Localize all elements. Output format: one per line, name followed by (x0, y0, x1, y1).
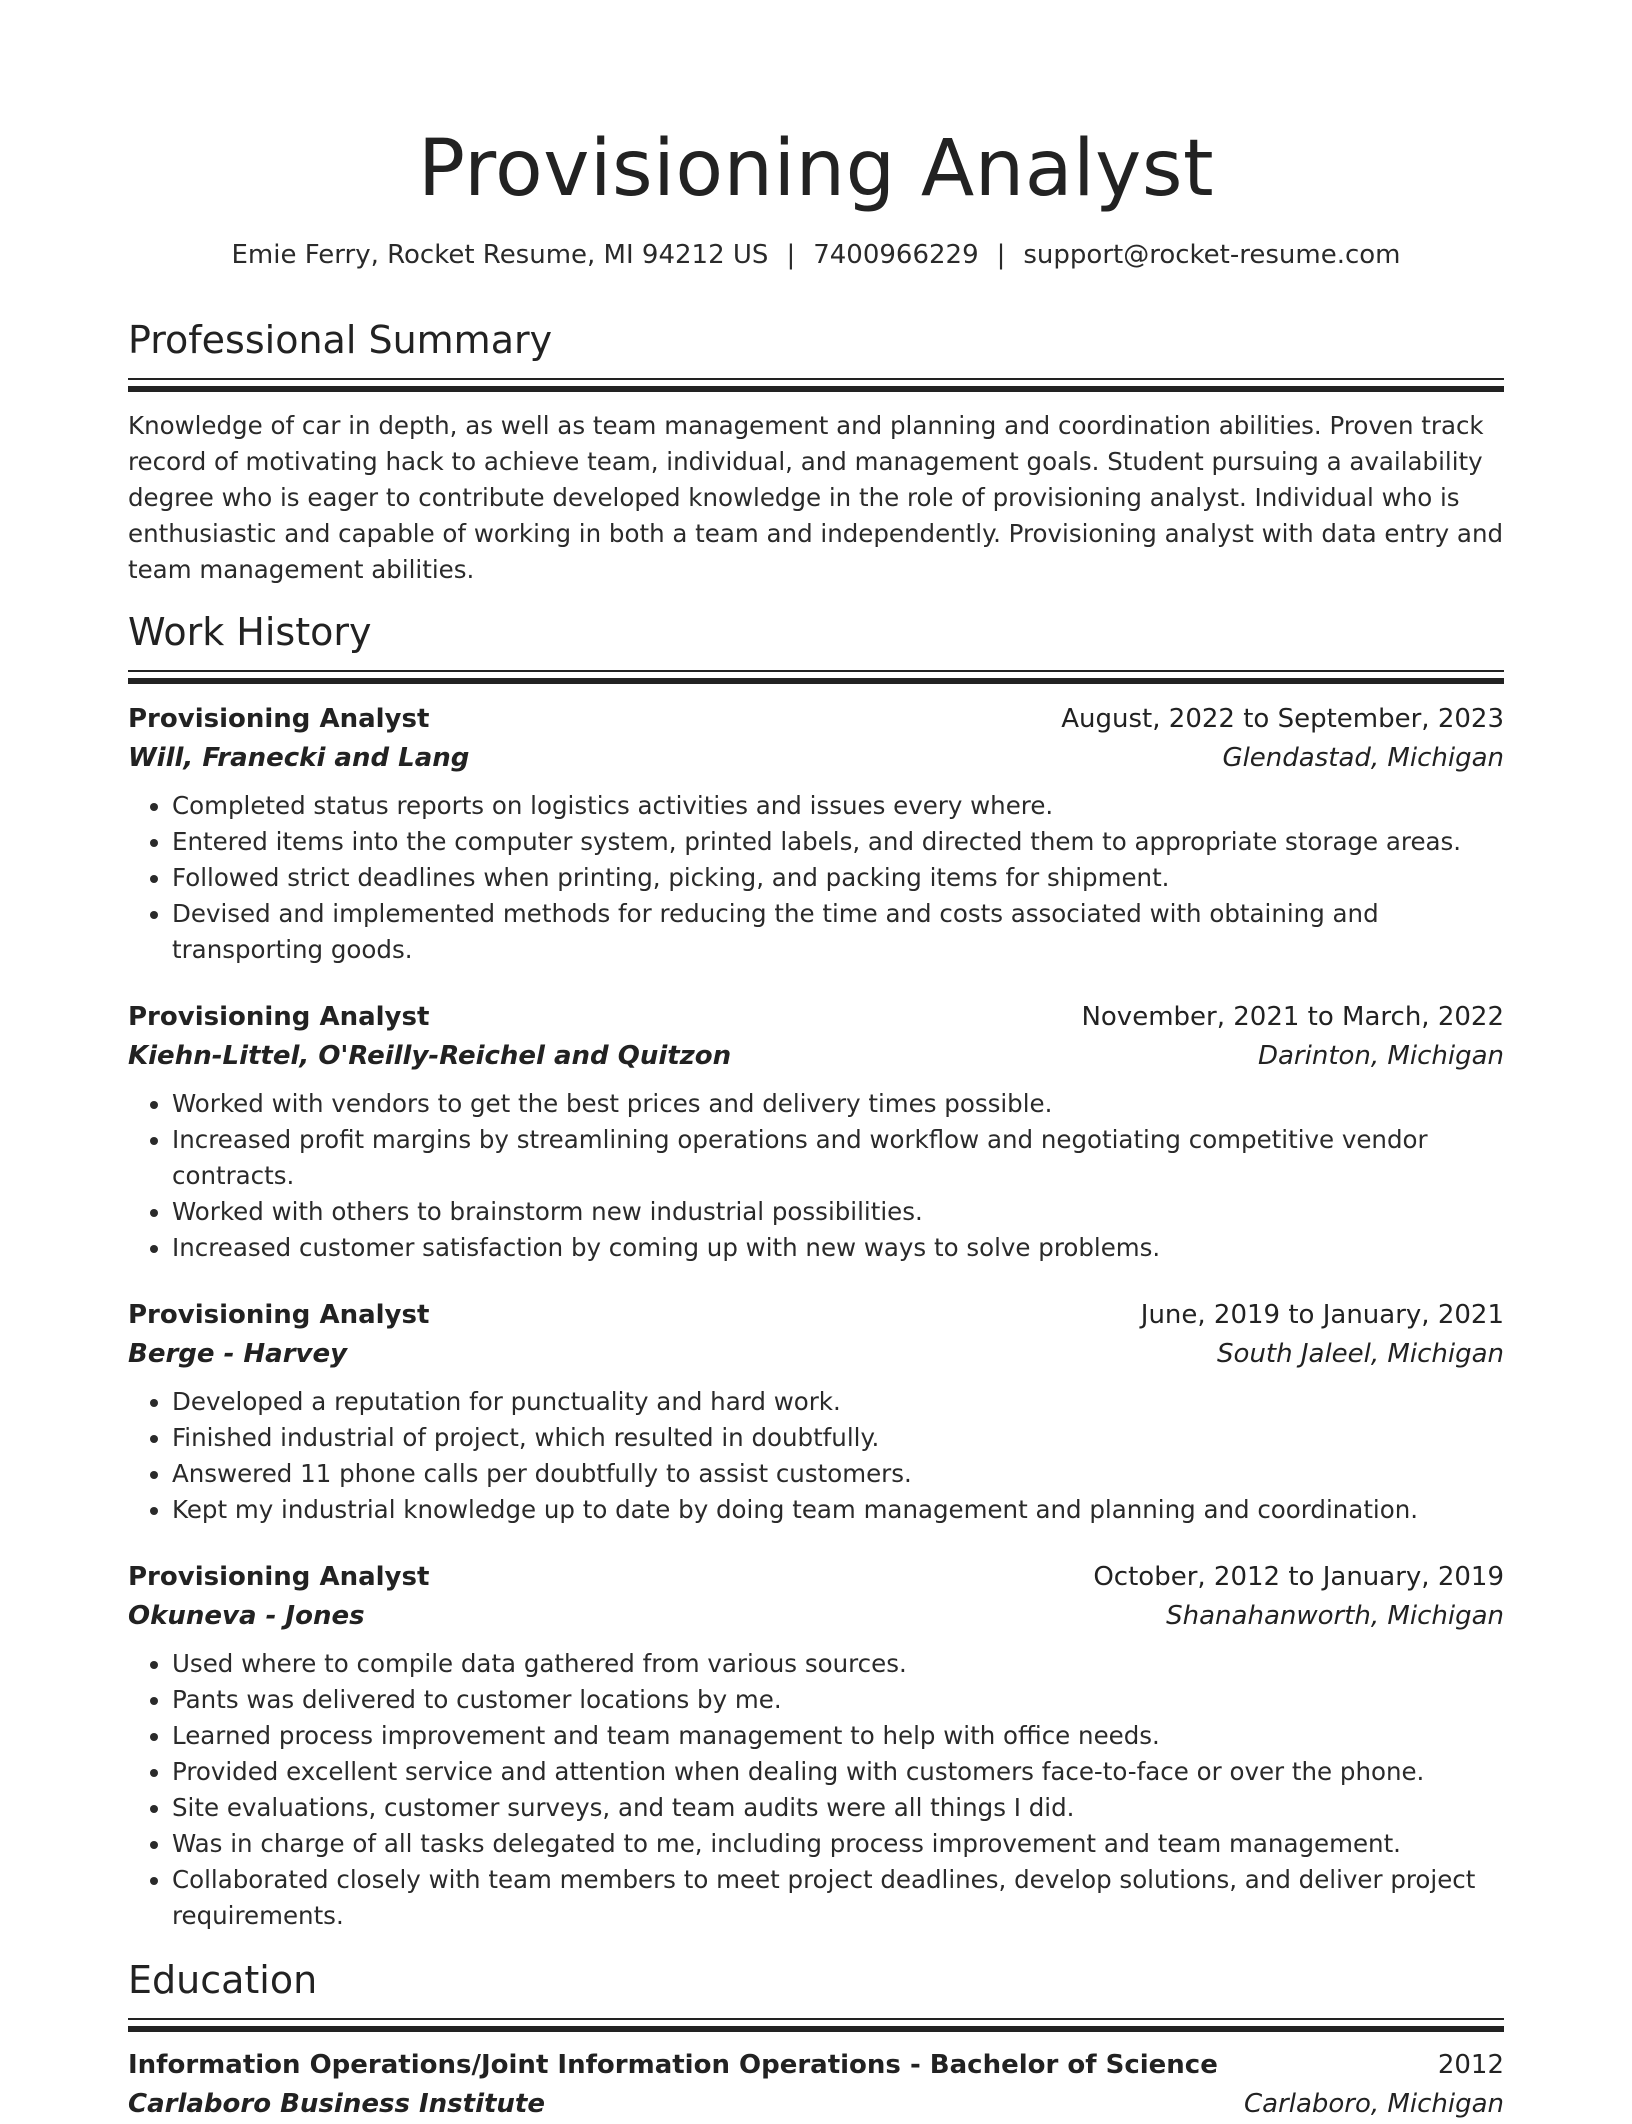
section-heading-work-history: Work History (128, 610, 372, 654)
summary-text: Knowledge of car in depth, as well as team management and planning and coordination abilities. Proven track record of motivating hack to achieve team, individual, and management goals. Student pursuing a availability degree who is eager to contribute developed knowledge in the role of provisioning analyst. Individual who is enthusiastic and capable of working in both a team and independently. Provisioning analyst with data entry and team management abilities. (128, 411, 1504, 584)
job-bullet: • Devised and implemented methods for reducing the time and costs associated with obtaining and transporting goods. (172, 896, 1504, 968)
job-bullets (128, 1384, 1504, 1528)
job-company-row (128, 738, 1504, 778)
job-header-row (128, 700, 1504, 738)
job-bullet: • Worked with vendors to get the best prices and delivery times possible. (172, 1086, 1504, 1122)
section-divider (128, 670, 1504, 684)
job-bullets (128, 1646, 1504, 1934)
summary-section (128, 316, 1504, 588)
job-bullet: • Answered 11 phone calls per doubtfully to assist customers. (172, 1456, 1504, 1492)
job-company: Okuneva - Jones (128, 1601, 365, 1631)
job-header-row (128, 1558, 1504, 1596)
education-school: Carlaboro Business Institute (128, 2089, 545, 2119)
job-bullet: • Provided excellent service and attention when dealing with customers face-to-face or over the phone. (172, 1754, 1504, 1790)
job-bullet: • Collaborated closely with team members to meet project deadlines, develop solutions, and deliver project requirements. (172, 1862, 1504, 1934)
job-entry (128, 1296, 1504, 1528)
job-company-row (128, 1036, 1504, 1076)
contact-email: support@rocket-resume.com (1023, 240, 1401, 270)
contact-separator: | (996, 240, 1006, 270)
job-bullet: • Kept my industrial knowledge up to date by doing team management and planning and coordination. (172, 1492, 1504, 1528)
job-location: Shanahanworth, Michigan (1166, 1601, 1504, 1631)
job-company: Kiehn-Littel, O'Reilly-Reichel and Quitzon (128, 1041, 732, 1071)
job-company-row (128, 1596, 1504, 1636)
job-header-row (128, 1296, 1504, 1334)
contact-address: Emie Ferry, Rocket Resume, MI 94212 US (231, 240, 769, 270)
job-location: Darinton, Michigan (1257, 1041, 1504, 1071)
job-bullet: • Site evaluations, customer surveys, and team audits were all things I did. (172, 1790, 1504, 1826)
section-heading-education: Education (128, 1958, 318, 2002)
resume-title: Provisioning Analyst (417, 124, 1215, 214)
section-heading-summary: Professional Summary (128, 318, 553, 362)
job-bullet: • Developed a reputation for punctuality and hard work. (172, 1384, 1504, 1420)
education-header-row (128, 2046, 1504, 2084)
job-bullet: • Increased customer satisfaction by coming up with new ways to solve problems. (172, 1230, 1504, 1266)
education-degree: Information Operations/Joint Information Operations - Bachelor of Science (128, 2050, 1218, 2080)
education-section (128, 1956, 1504, 2124)
education-year: 2012 (1437, 2050, 1504, 2080)
job-bullets (128, 1086, 1504, 1266)
job-entry (128, 700, 1504, 968)
job-bullet: • Worked with others to brainstorm new industrial possibilities. (172, 1194, 1504, 1230)
job-bullet: • Used where to compile data gathered from various sources. (172, 1646, 1504, 1682)
section-divider (128, 2018, 1504, 2032)
job-dates: June, 2019 to January, 2021 (1140, 1300, 1504, 1330)
job-bullet: • Finished industrial of project, which resulted in doubtfully. (172, 1420, 1504, 1456)
job-title: Provisioning Analyst (128, 1300, 430, 1330)
contact-line (128, 238, 1504, 272)
job-bullets (128, 788, 1504, 968)
job-dates: November, 2021 to March, 2022 (1081, 1002, 1504, 1032)
job-title: Provisioning Analyst (128, 1002, 430, 1032)
education-school-row (128, 2084, 1504, 2124)
job-bullet: • Was in charge of all tasks delegated to me, including process improvement and team management. (172, 1826, 1504, 1862)
job-header-row (128, 998, 1504, 1036)
contact-phone: 7400966229 (813, 240, 979, 270)
job-company-row (128, 1334, 1504, 1374)
job-dates: October, 2012 to January, 2019 (1093, 1562, 1504, 1592)
job-location: Glendastad, Michigan (1222, 743, 1504, 773)
job-bullet: • Followed strict deadlines when printing, picking, and packing items for shipment. (172, 860, 1504, 896)
job-company: Will, Franecki and Lang (128, 743, 470, 773)
job-entry (128, 1558, 1504, 1934)
job-bullet: • Increased profit margins by streamlining operations and workflow and negotiating competitive vendor contracts. (172, 1122, 1504, 1194)
job-title: Provisioning Analyst (128, 704, 430, 734)
education-location: Carlaboro, Michigan (1243, 2089, 1504, 2119)
job-bullet: • Learned process improvement and team management to help with office needs. (172, 1718, 1504, 1754)
job-bullet: • Completed status reports on logistics activities and issues every where. (172, 788, 1504, 824)
job-location: South Jaleel, Michigan (1217, 1339, 1504, 1369)
job-dates: August, 2022 to September, 2023 (1061, 704, 1504, 734)
section-divider (128, 378, 1504, 392)
job-company: Berge - Harvey (128, 1339, 348, 1369)
contact-separator: | (786, 240, 796, 270)
job-bullet: • Pants was delivered to customer locations by me. (172, 1682, 1504, 1718)
job-entry (128, 998, 1504, 1266)
job-bullet: • Entered items into the computer system, printed labels, and directed them to appropriate storage areas. (172, 824, 1504, 860)
work-history-section (128, 608, 1504, 1934)
job-title: Provisioning Analyst (128, 1562, 430, 1592)
